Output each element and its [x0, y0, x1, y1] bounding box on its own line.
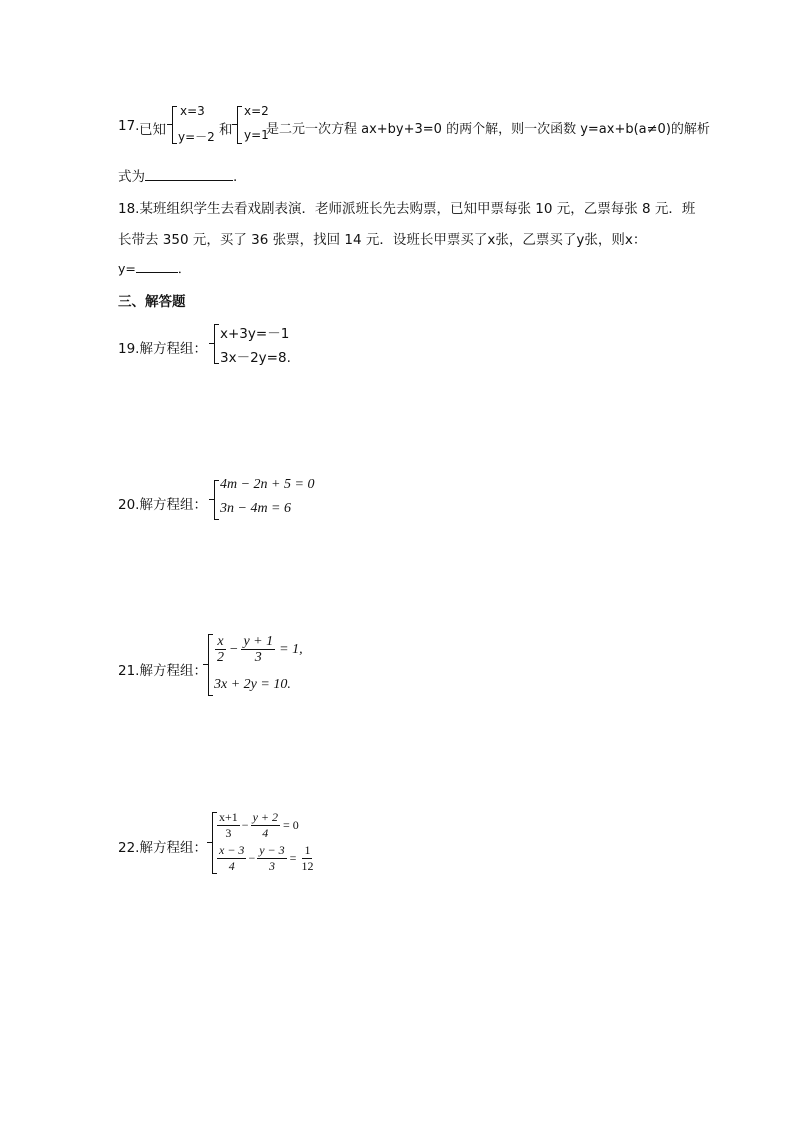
q22-eq1-rhs: = 0	[283, 818, 299, 832]
q21-label: 21.解方程组：	[118, 663, 207, 679]
q22-eq1-frac1	[217, 810, 240, 841]
q22-eq1-frac2	[251, 810, 280, 841]
q21-eq1-frac1-den: 2	[217, 650, 224, 665]
q22-eq2-frac2-den: 3	[268, 859, 275, 873]
q20-label: 20.解方程组：	[118, 497, 207, 513]
q17-and-text: 和	[219, 122, 233, 138]
q22-eq2-frac1	[217, 843, 246, 874]
q17-sys1-eq2: y=－2	[178, 130, 215, 144]
q22-eq1-minus: −	[241, 818, 249, 832]
q22-eq1	[216, 810, 299, 841]
q22-eq2-rhs-den: 12	[301, 859, 314, 873]
q17-sys2-eq1: x=2	[244, 104, 269, 118]
q19-eq2-text: 3x－2y=8	[220, 350, 287, 366]
q18-answer-blank	[136, 272, 178, 273]
q22-eq1-frac1-den: 3	[225, 826, 232, 840]
q22-eq2	[216, 843, 316, 874]
q21-eq1-frac1-num: x	[217, 634, 224, 649]
q19-eq2	[220, 346, 291, 366]
q21-eq1-minus: −	[229, 641, 239, 657]
q20-eq1: 4m − 2n + 5 = 0	[220, 477, 315, 492]
q19-label: 19.解方程组：	[118, 341, 207, 357]
q22-eq2-frac1-num: x − 3	[219, 843, 245, 857]
q22-eq2-frac1-den: 4	[228, 859, 235, 873]
q22-label: 22.解方程组：	[118, 840, 207, 856]
q22-eq1-frac1-num: x+1	[219, 810, 238, 824]
q22-eq2-minus: −	[248, 851, 256, 865]
q18-line2: 长带去 350 元，买了 36 张票，找回 14 元．设班长甲票买了x张，乙票买了y张，则x：	[118, 232, 647, 248]
q22-eq2-rhs-num: 1	[304, 843, 311, 857]
q20-eq2: 3n − 4m = 6	[220, 501, 292, 516]
q17-known-text: 已知	[139, 122, 166, 138]
q17-answer-blank	[145, 180, 233, 181]
q17-statement: 是二元一次方程 ax+by+3=0 的两个解，则一次函数 y=ax+b(a≠0)的解析	[266, 122, 710, 137]
q22-eq2-equals: =	[289, 851, 297, 865]
q22-eq2-frac2	[257, 843, 286, 874]
q17-line2-text: 式为	[118, 169, 145, 185]
q17-sys1-eq1: x=3	[180, 104, 205, 118]
q21-eq2: 3x + 2y = 10.	[214, 677, 291, 692]
q22-eq2-rhs-frac	[299, 843, 315, 874]
q21-eq1-frac2	[241, 634, 275, 665]
q22-eq2-frac2-num: y − 3	[259, 843, 285, 857]
q21-eq1	[214, 634, 303, 665]
q19-eq1: x+3y=－1	[220, 326, 290, 342]
q22-eq1-frac2-num: y + 2	[252, 810, 278, 824]
q17-line2	[118, 165, 237, 185]
q21-eq1-frac2-den: 3	[254, 650, 262, 665]
q18-line3-prefix: y=	[118, 261, 136, 276]
q22-eq1-frac2-den: 4	[262, 826, 269, 840]
q18-end-mark: ．	[177, 261, 191, 276]
q21-eq1-frac1	[215, 634, 226, 665]
q17-sys2-eq2: y=1	[244, 128, 269, 142]
q21-eq1-rhs: = 1,	[279, 641, 303, 657]
q21-eq1-frac2-num: y + 1	[243, 634, 274, 649]
q19-end-mark: .	[286, 350, 291, 366]
q18-line1: 18.某班组织学生去看戏剧表演．老师派班长先去购票，已知甲票每张 10 元，乙票每张 8 元．班	[118, 201, 696, 217]
q17-end-mark: .	[233, 169, 238, 185]
section-title: 三、解答题	[118, 294, 186, 310]
q17-number: 17.	[118, 118, 140, 134]
q18-line3	[118, 259, 190, 277]
